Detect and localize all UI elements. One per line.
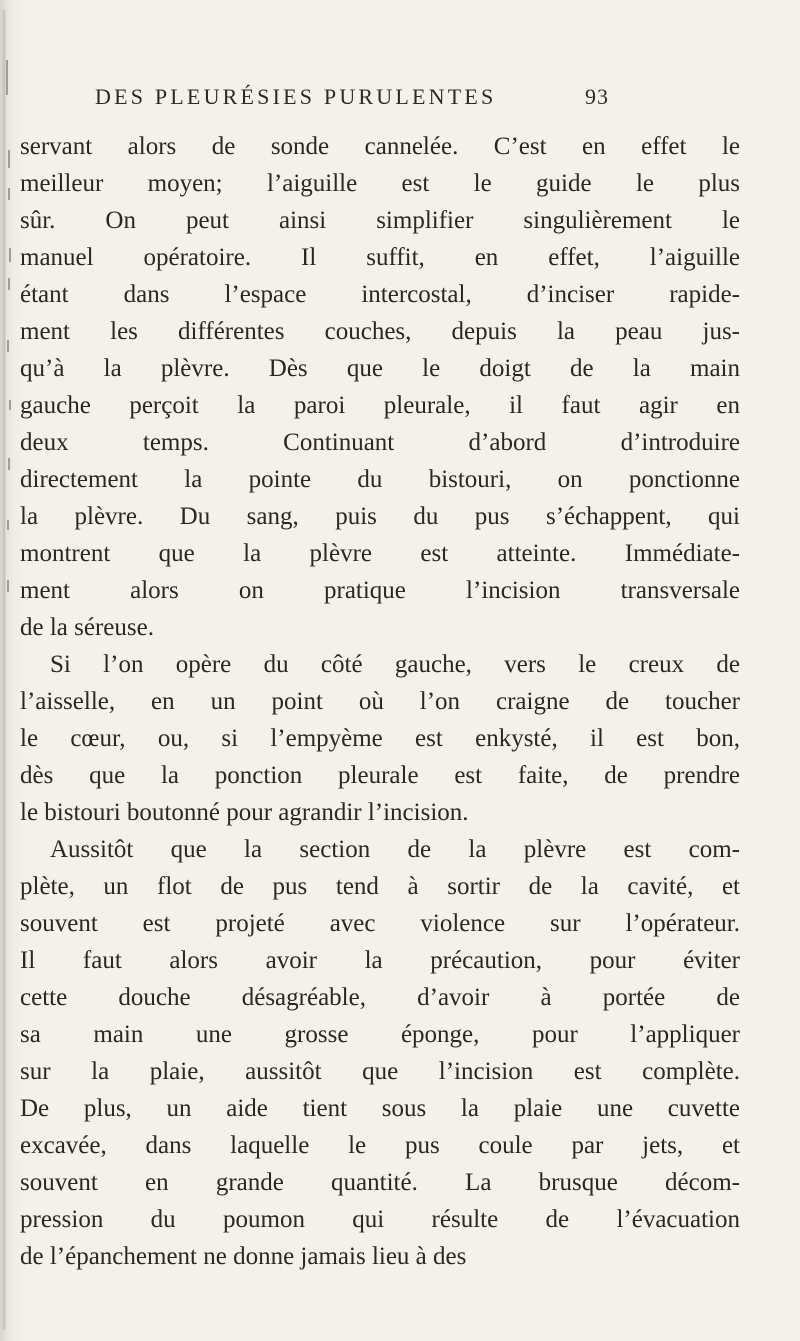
text-line: Il faut alors avoir la précaution, pour éviter xyxy=(20,947,740,974)
page-number: 93 xyxy=(585,84,609,109)
text-line: de la séreuse. xyxy=(20,614,154,641)
text-line: De plus, un aide tient sous la plaie une cuvette xyxy=(20,1095,740,1122)
text-line: souvent en grande quantité. La brusque décom- xyxy=(20,1169,740,1196)
text-line: la plèvre. Du sang, puis du pus s’échappent, qui xyxy=(20,503,740,530)
text-line: ment alors on pratique l’incision transversale xyxy=(20,577,740,604)
text-line: montrent que la plèvre est atteinte. Immédiate- xyxy=(20,540,740,567)
text-line: ment les différentes couches, depuis la peau jus- xyxy=(20,318,740,345)
text-line: pression du poumon qui résulte de l’évacuation xyxy=(20,1206,740,1233)
text-line: cette douche désagréable, d’avoir à portée de xyxy=(20,984,740,1011)
text-line: Si l’on opère du côté gauche, vers le creux de xyxy=(50,651,740,678)
text-line: sa main une grosse éponge, pour l’appliquer xyxy=(20,1021,740,1048)
running-head-title: DES PLEURÉSIES PURULENTES xyxy=(95,84,497,109)
text-line: le cœur, ou, si l’empyème est enkysté, il est bon, xyxy=(20,725,740,752)
text-line: souvent est projeté avec violence sur l’opérateur. xyxy=(20,910,740,937)
text-line: sûr. On peut ainsi simplifier singulièrement le xyxy=(20,207,740,234)
text-line: l’aisselle, en un point où l’on craigne de toucher xyxy=(20,688,740,715)
text-line: manuel opératoire. Il suffit, en effet, l’aiguille xyxy=(20,244,740,271)
text-line: le bistouri boutonné pour agrandir l’incision. xyxy=(20,799,469,826)
text-line: servant alors de sonde cannelée. C’est en effet le xyxy=(20,133,740,160)
text-line: gauche perçoit la paroi pleurale, il faut agir en xyxy=(20,392,740,419)
text-line: de l’épanchement ne donne jamais lieu à des xyxy=(20,1243,467,1270)
text-line: sur la plaie, aussitôt que l’incision est complète. xyxy=(20,1058,740,1085)
text-line: plète, un flot de pus tend à sortir de la cavité, et xyxy=(20,873,740,900)
text-line: qu’à la plèvre. Dès que le doigt de la main xyxy=(20,355,740,382)
text-line: deux temps. Continuant d’abord d’introduire xyxy=(20,429,740,456)
text-line: excavée, dans laquelle le pus coule par jets, et xyxy=(20,1132,740,1159)
text-line: Aussitôt que la section de la plèvre est com- xyxy=(50,836,740,863)
text-line: meilleur moyen; l’aiguille est le guide le plus xyxy=(20,170,740,197)
text-line: directement la pointe du bistouri, on ponctionne xyxy=(20,466,740,493)
text-line: étant dans l’espace intercostal, d’inciser rapide- xyxy=(20,281,740,308)
text-line: dès que la ponction pleurale est faite, de prendre xyxy=(20,762,740,789)
